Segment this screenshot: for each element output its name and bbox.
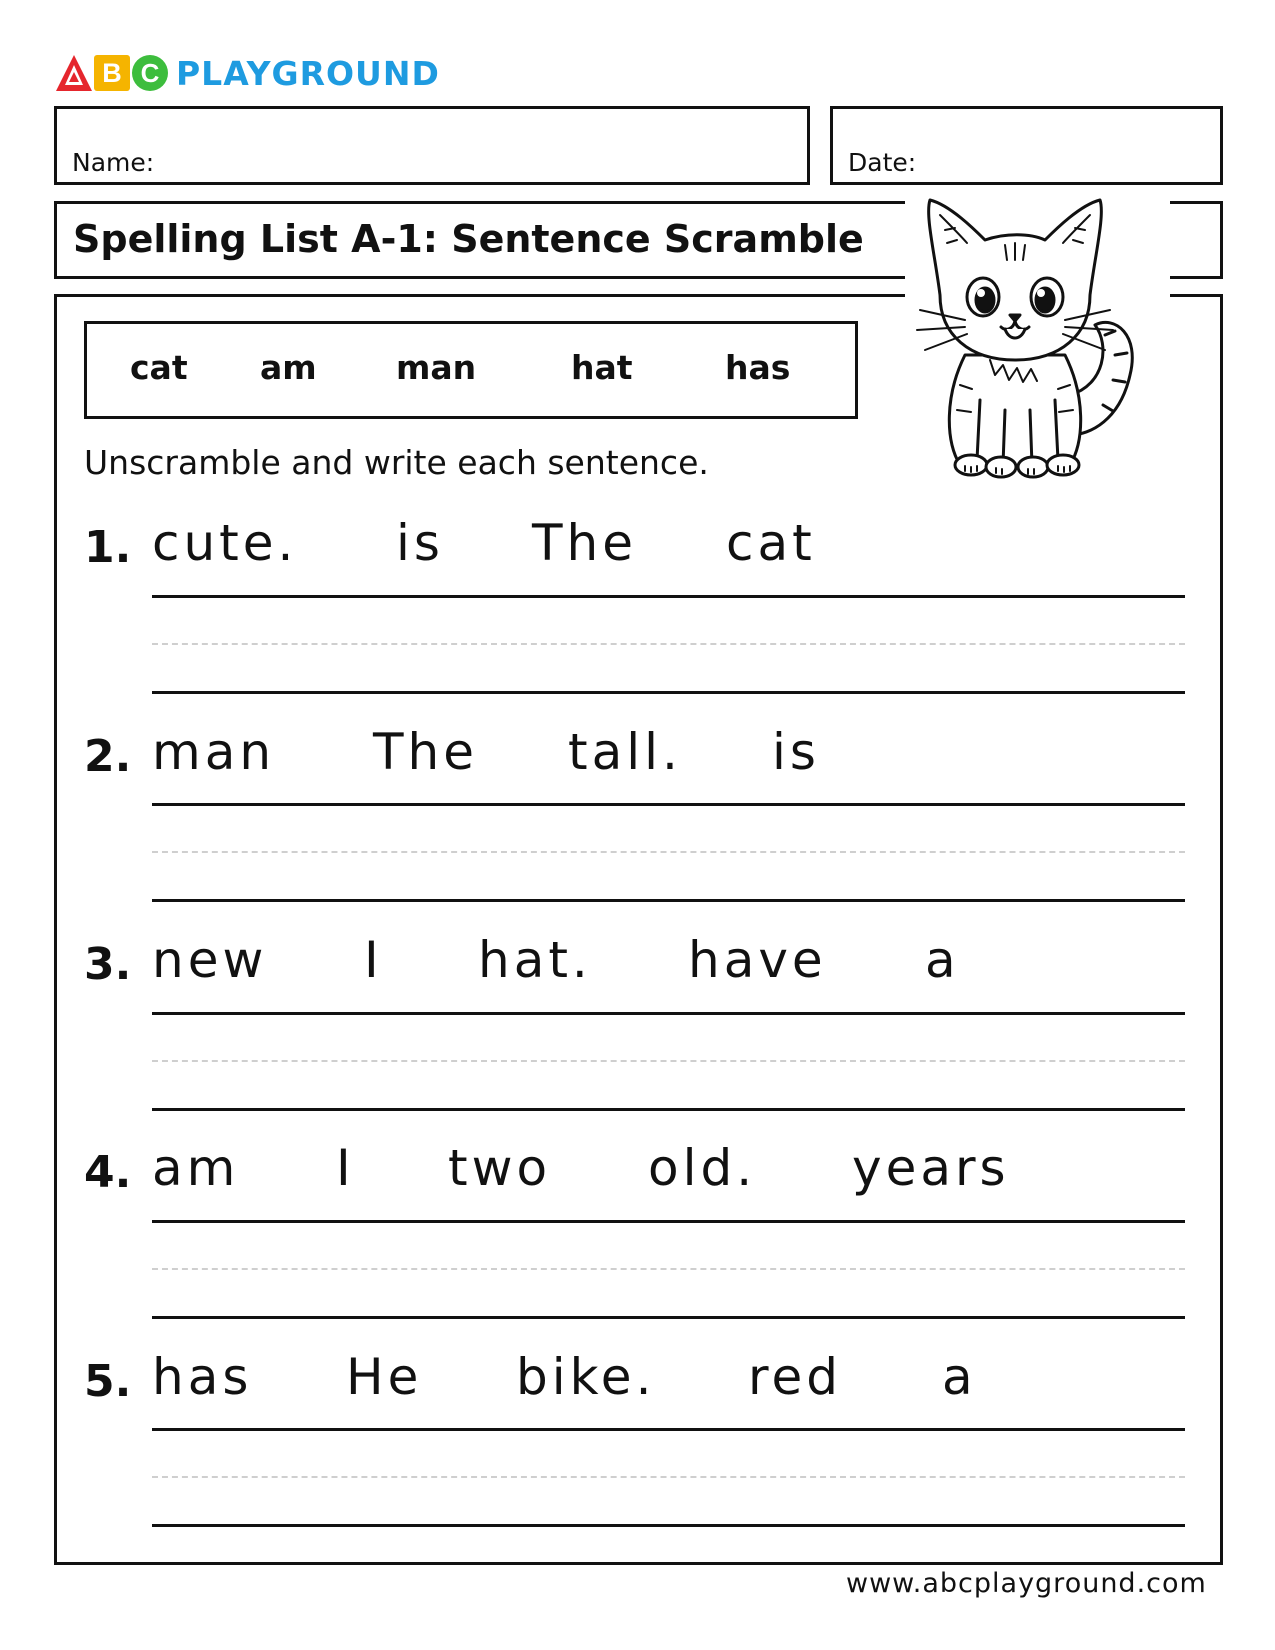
- writing-top-line: [152, 1220, 1185, 1223]
- brand-logo: [54, 53, 440, 93]
- writing-mid-line: [152, 1268, 1185, 1270]
- logo-b-text: B: [102, 57, 122, 88]
- writing-base-line[interactable]: [152, 899, 1185, 902]
- instruction-text: Unscramble and write each sentence.: [84, 443, 709, 482]
- scrambled-word: bike.: [516, 1348, 656, 1406]
- scrambled-word: He: [346, 1348, 423, 1406]
- writing-top-line: [152, 595, 1185, 598]
- question-number: 5.: [84, 1356, 132, 1407]
- scrambled-word: hat.: [478, 931, 592, 989]
- scrambled-word: The: [532, 514, 637, 572]
- footer-url[interactable]: www.abcplayground.com: [846, 1568, 1207, 1599]
- scrambled-word: have: [688, 931, 827, 989]
- word-bank-item: hat: [571, 348, 633, 387]
- scrambled-word: old.: [648, 1139, 757, 1197]
- date-field[interactable]: [830, 106, 1223, 185]
- name-label: Name:: [72, 148, 155, 177]
- writing-base-line[interactable]: [152, 1108, 1185, 1111]
- writing-base-line[interactable]: [152, 1316, 1185, 1319]
- kitten-illustration-icon: [905, 185, 1170, 485]
- logo-letter-b: [94, 55, 130, 91]
- logo-wordmark: PLAYGROUND: [176, 53, 440, 93]
- scrambled-word: is: [396, 514, 444, 572]
- question-number: 4.: [84, 1147, 132, 1198]
- scrambled-word: red: [748, 1348, 842, 1406]
- writing-mid-line: [152, 851, 1185, 853]
- scrambled-word: I: [364, 931, 383, 989]
- writing-top-line: [152, 1012, 1185, 1015]
- question-number: 2.: [84, 731, 132, 782]
- word-bank-item: cat: [130, 348, 188, 387]
- scrambled-word: two: [448, 1139, 552, 1197]
- scrambled-word: a: [925, 931, 960, 989]
- scrambled-word: man: [152, 723, 276, 781]
- page-title: Spelling List A-1: Sentence Scramble: [73, 217, 864, 261]
- name-field[interactable]: [54, 106, 810, 185]
- question-number: 3.: [84, 939, 132, 990]
- writing-base-line[interactable]: [152, 1524, 1185, 1527]
- scrambled-word: a: [942, 1348, 977, 1406]
- scrambled-word: am: [152, 1139, 240, 1197]
- writing-base-line[interactable]: [152, 691, 1185, 694]
- word-bank: [84, 321, 858, 419]
- scrambled-word: is: [772, 723, 820, 781]
- scrambled-word: cat: [726, 514, 816, 572]
- writing-mid-line: [152, 643, 1185, 645]
- word-bank-item: man: [396, 348, 477, 387]
- scrambled-word: new: [152, 931, 268, 989]
- logo-c-text: C: [140, 57, 160, 88]
- scrambled-word: years: [852, 1139, 1010, 1197]
- logo-letter-a-icon: [54, 53, 94, 93]
- scrambled-word: tall.: [568, 723, 682, 781]
- writing-top-line: [152, 1428, 1185, 1431]
- question-number: 1.: [84, 522, 132, 573]
- scrambled-word: cute.: [152, 514, 298, 572]
- date-label: Date:: [848, 148, 917, 177]
- writing-top-line: [152, 803, 1185, 806]
- scrambled-word: I: [336, 1139, 355, 1197]
- word-bank-item: has: [725, 348, 791, 387]
- writing-mid-line: [152, 1060, 1185, 1062]
- logo-letter-c: [132, 55, 168, 91]
- word-bank-item: am: [260, 348, 317, 387]
- scrambled-word: The: [373, 723, 478, 781]
- scrambled-word: has: [152, 1348, 253, 1406]
- writing-mid-line: [152, 1476, 1185, 1478]
